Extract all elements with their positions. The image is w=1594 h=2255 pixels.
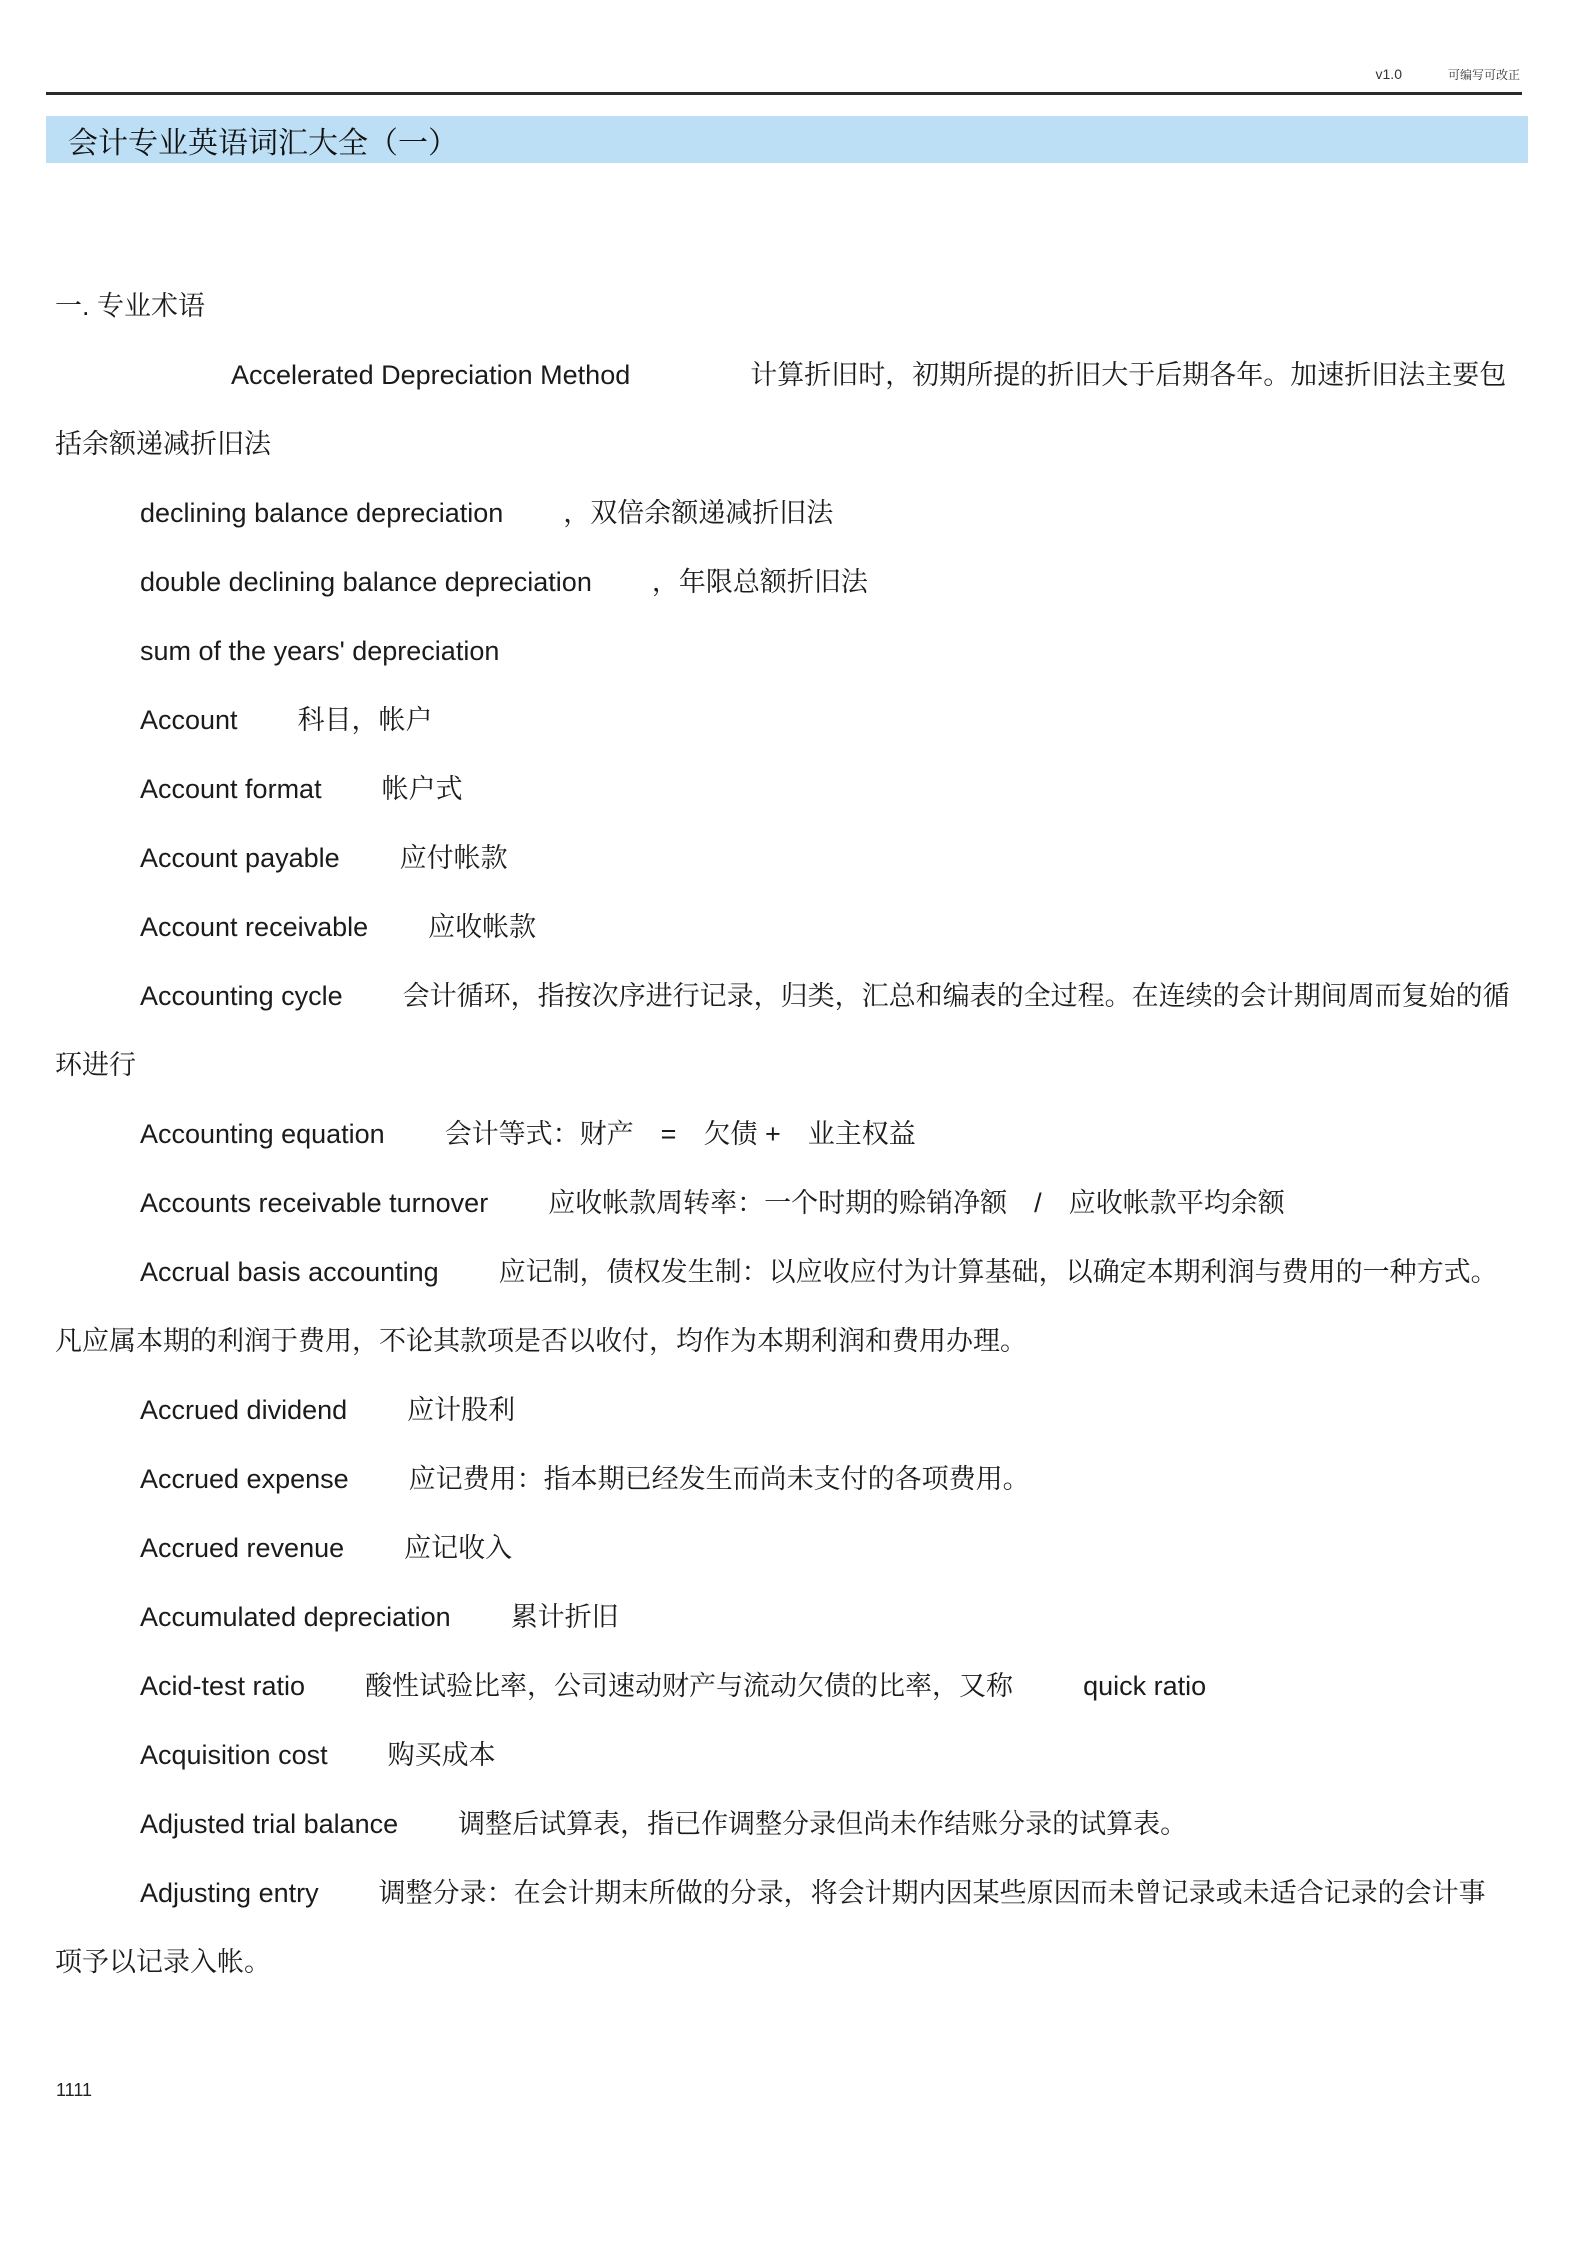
term-chinese-definition: 调整后试算表，指已作调整分录但尚未作结账分录的试算表。 bbox=[458, 1809, 1188, 1839]
term-english: Accrued revenue bbox=[140, 1533, 345, 1563]
term-chinese-definition: 计算折旧时，初期所提的折旧大于后期各年。加速折旧法主要包括余额递减折旧法 bbox=[55, 360, 1507, 459]
term-chinese-definition: 应记费用：指本期已经发生而尚未支付的各项费用。 bbox=[408, 1464, 1030, 1494]
term-chinese-definition: 购买成本 bbox=[387, 1740, 496, 1770]
term-chinese-definition: 科目，帐户 bbox=[297, 705, 433, 735]
term-english: Accumulated depreciation bbox=[140, 1602, 451, 1632]
term-chinese-definition: 应收帐款周转率：一个时期的赊销净额 / 应收帐款平均余额 bbox=[548, 1188, 1285, 1218]
term-chinese-definition: 累计折旧 bbox=[510, 1602, 619, 1632]
glossary-entry bbox=[55, 617, 1510, 686]
header-rule bbox=[46, 92, 1522, 95]
glossary-entry bbox=[55, 1721, 1510, 1790]
term-chinese-definition: 酸性试验比率，公司速动财产与流动欠债的比率，又称 bbox=[365, 1671, 1014, 1701]
editable-note: 可编写可改正 bbox=[1447, 68, 1520, 82]
glossary-entry bbox=[55, 1514, 1510, 1583]
term-chinese-definition: ，双倍余额递减折旧法 bbox=[563, 498, 834, 528]
page-number: 1111 bbox=[56, 2080, 93, 2100]
term-list bbox=[55, 341, 1510, 1997]
term-english: declining balance depreciation bbox=[140, 498, 504, 528]
page-title: 会计专业英语词汇大全（一） bbox=[68, 126, 458, 160]
term-chinese-definition: 会计等式：财产 = 欠债 + 业主权益 bbox=[444, 1119, 916, 1149]
glossary-entry bbox=[55, 1376, 1510, 1445]
term-english: Accelerated Depreciation Method bbox=[231, 360, 631, 390]
glossary-entry bbox=[55, 1445, 1510, 1514]
term-chinese-definition: 应付帐款 bbox=[399, 843, 508, 873]
term-chinese-definition: 应收帐款 bbox=[428, 912, 537, 942]
glossary-entry bbox=[55, 962, 1510, 1100]
document-title-bar bbox=[46, 116, 1528, 163]
term-chinese-definition: 应记制，债权发生制：以应收应付为计算基础，以确定本期利润与费用的一种方式。凡应属本期的利润于费用，不论其款项是否以收付，均作为本期利润和费用办理。 bbox=[55, 1257, 1498, 1356]
term-english: Acquisition cost bbox=[140, 1740, 328, 1770]
glossary-entry bbox=[55, 893, 1510, 962]
version-label: v1.0 bbox=[1375, 66, 1402, 82]
term-chinese-definition: ，年限总额折旧法 bbox=[651, 567, 868, 597]
term-english: Account payable bbox=[140, 843, 340, 873]
term-chinese-definition: 帐户式 bbox=[381, 774, 463, 804]
glossary-entry bbox=[55, 1652, 1510, 1721]
glossary-entry bbox=[55, 686, 1510, 755]
term-english: Adjusting entry bbox=[140, 1878, 319, 1908]
term-english: sum of the years' depreciation bbox=[140, 636, 500, 666]
glossary-entry bbox=[55, 479, 1510, 548]
term-chinese-definition: 调整分录：在会计期末所做的分录，将会计期内因某些原因而未曾记录或未适合记录的会计事项予以记录入帐。 bbox=[55, 1878, 1486, 1977]
glossary-entry bbox=[55, 341, 1510, 479]
term-english: Account receivable bbox=[140, 912, 369, 942]
glossary-entry bbox=[55, 548, 1510, 617]
term-english-suffix: quick ratio bbox=[1083, 1671, 1207, 1701]
term-english: Accrued dividend bbox=[140, 1395, 348, 1425]
glossary-entry bbox=[55, 824, 1510, 893]
glossary-entry bbox=[55, 1790, 1510, 1859]
term-english: Account format bbox=[140, 774, 322, 804]
term-chinese-definition: 应计股利 bbox=[407, 1395, 516, 1425]
header-meta bbox=[1376, 66, 1520, 83]
glossary-entry bbox=[55, 1100, 1510, 1169]
term-chinese-definition: 会计循环，指按次序进行记录，归类，汇总和编表的全过程。在连续的会计期间周而复始的循环进行 bbox=[55, 981, 1510, 1080]
term-english: Accrual basis accounting bbox=[140, 1257, 439, 1287]
term-english: Adjusted trial balance bbox=[140, 1809, 399, 1839]
term-english: Account bbox=[140, 705, 238, 735]
glossary-entry bbox=[55, 1169, 1510, 1238]
document-body bbox=[55, 272, 1510, 1997]
glossary-entry bbox=[55, 1583, 1510, 1652]
term-english: Accounting cycle bbox=[140, 981, 343, 1011]
term-chinese-definition: 应记收入 bbox=[404, 1533, 513, 1563]
glossary-entry bbox=[55, 755, 1510, 824]
term-english: Accrued expense bbox=[140, 1464, 349, 1494]
term-english: Accounting equation bbox=[140, 1119, 385, 1149]
term-english: Accounts receivable turnover bbox=[140, 1188, 489, 1218]
glossary-entry bbox=[55, 1238, 1510, 1376]
section-heading: 一. 专业术语 bbox=[55, 291, 206, 321]
glossary-entry bbox=[55, 1859, 1510, 1997]
term-english: double declining balance depreciation bbox=[140, 567, 592, 597]
term-english: Acid-test ratio bbox=[140, 1671, 306, 1701]
